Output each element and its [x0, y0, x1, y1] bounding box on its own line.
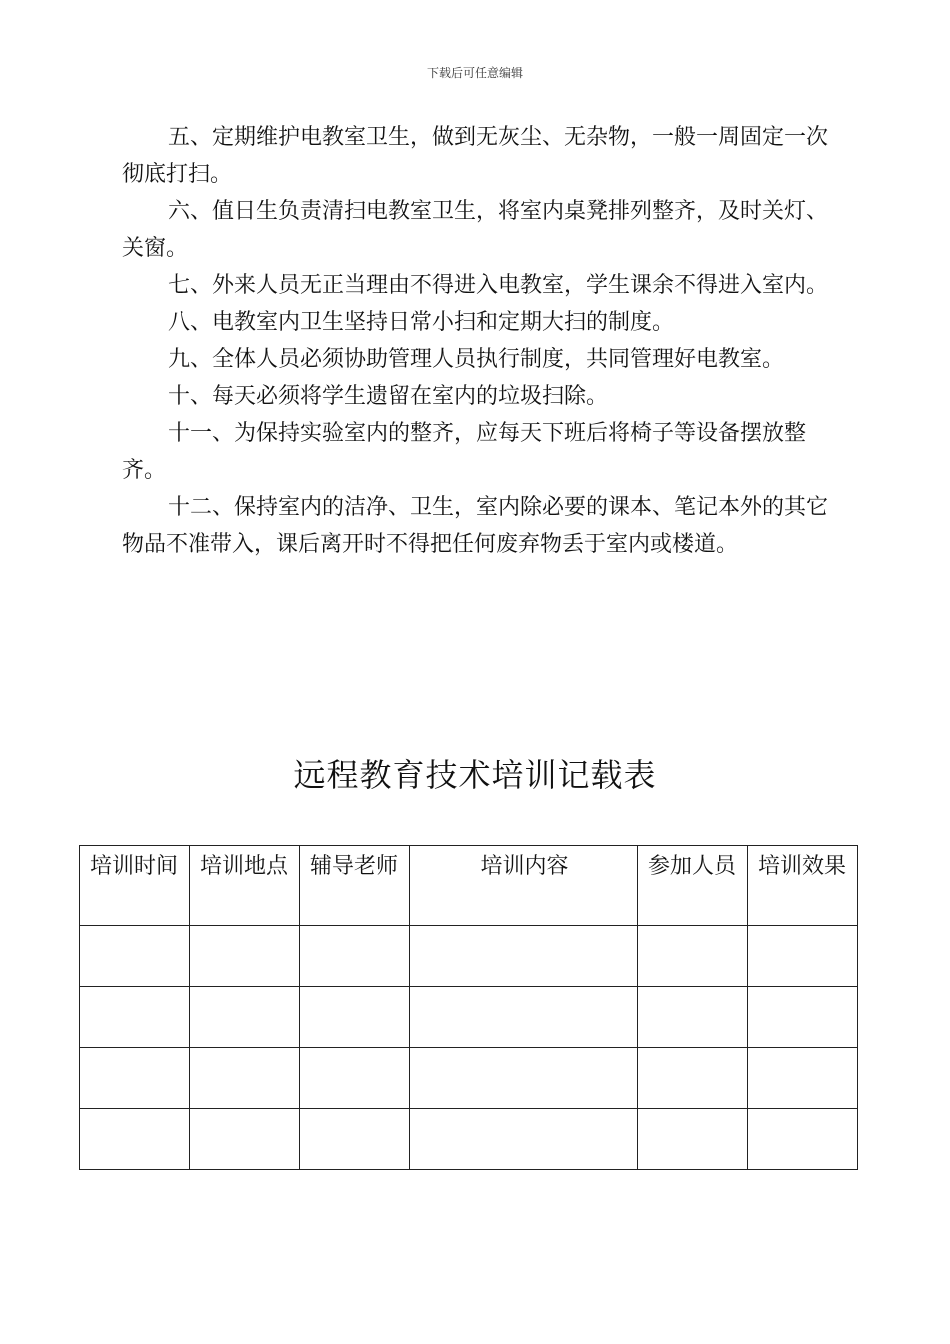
column-header-training-content: 培训内容	[410, 846, 638, 926]
table-cell	[300, 1109, 410, 1170]
column-header-training-location: 培训地点	[190, 846, 300, 926]
table-cell	[638, 1048, 748, 1109]
table-row	[80, 987, 858, 1048]
table-cell	[748, 1048, 858, 1109]
rule-item: 九、全体人员必须协助管理人员执行制度，共同管理好电教室。	[168, 347, 785, 372]
table-cell	[190, 1048, 300, 1109]
table-cell	[638, 1109, 748, 1170]
table-cell	[410, 987, 638, 1048]
table-cell	[190, 926, 300, 987]
table-cell	[638, 926, 748, 987]
column-header-training-effect: 培训效果	[748, 846, 858, 926]
rule-item: 十一、为保持实验室内的整齐，应每天下班后将椅子等设备摆放整齐。	[122, 421, 807, 483]
table-cell	[748, 987, 858, 1048]
table-row	[80, 1048, 858, 1109]
column-header-participants: 参加人员	[638, 846, 748, 926]
table-cell	[748, 926, 858, 987]
table-cell	[190, 987, 300, 1048]
table-header-row	[80, 846, 858, 926]
table-row	[80, 926, 858, 987]
training-record-table	[79, 845, 858, 1170]
table-title: 远程教育技术培训记载表	[293, 756, 657, 794]
table-row	[80, 1109, 858, 1170]
table-cell	[190, 1109, 300, 1170]
column-header-training-time: 培训时间	[80, 846, 190, 926]
table-cell	[80, 926, 190, 987]
table-cell	[410, 1109, 638, 1170]
table-cell	[80, 987, 190, 1048]
page-header-note: 下载后可任意编辑	[426, 66, 523, 80]
rules-section	[122, 119, 834, 563]
rule-item: 六、值日生负责清扫电教室卫生，将室内桌凳排列整齐，及时关灯、关窗。	[122, 199, 829, 261]
rule-item: 七、外来人员无正当理由不得进入电教室，学生课余不得进入室内。	[168, 273, 829, 298]
table-cell	[80, 1048, 190, 1109]
table-cell	[80, 1109, 190, 1170]
column-header-instructor: 辅导老师	[300, 846, 410, 926]
table-cell	[638, 987, 748, 1048]
rule-item: 八、电教室内卫生坚持日常小扫和定期大扫的制度。	[168, 310, 675, 335]
table-cell	[300, 1048, 410, 1109]
table-cell	[300, 987, 410, 1048]
table-cell	[410, 926, 638, 987]
table-cell	[748, 1109, 858, 1170]
table-cell	[410, 1048, 638, 1109]
rule-item: 十二、保持室内的洁净、卫生，室内除必要的课本、笔记本外的其它物品不准带入，课后离开时不得把任何废弃物丢于室内或楼道。	[122, 495, 829, 557]
table-cell	[300, 926, 410, 987]
rule-item: 十、每天必须将学生遗留在室内的垃圾扫除。	[168, 384, 609, 409]
rule-item: 五、定期维护电教室卫生，做到无灰尘、无杂物，一般一周固定一次彻底打扫。	[122, 125, 829, 187]
